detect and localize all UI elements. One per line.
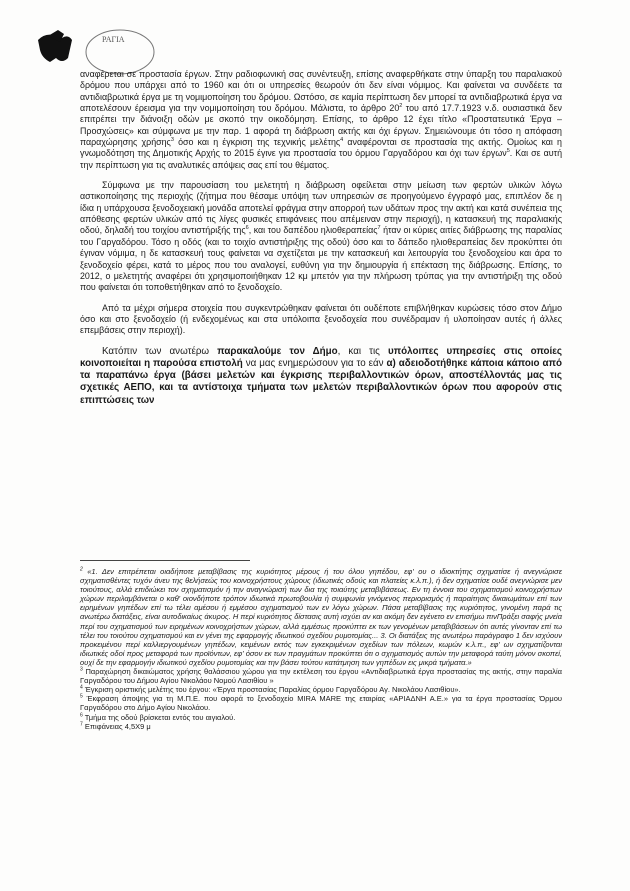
footnote-5: $^5$ Έκφραση άποψης για τη Μ.Π.Ε. που αφορά το ξενοδοχείο MIRA MARE της εταιρίας «ΑΡΙΑΔΝΗ Α.Ε.» για τα έργα προστασίας Όρμου Γαργαδόρου στο Δήμο Αγίου Νικολάου. (80, 693, 562, 713)
paragraph-4-request: Κατόπιν των ανωτέρω παρακαλούμε τον Δήμο, και τις υπόλοιπες υπηρεσίες στις οποίες κοινοποιείται η παρούσα επιστολή να μας ενημερώσουν για το εάν α) αδειοδοτήθηκε κάποια κάποιο από τα παραπάνω έργα (βάσει μελετών και έγκρισης περιβαλλοντικών όρων, αποστέλλοντάς μας τις σχετικές ΑΕΠΟ, και τα αντίστοιχα τμήματα των μελετών περιβαλλοντικών όρων που αφορούν στις επιπτώσεις των (80, 345, 563, 406)
paragraph-2: Σύμφωνα με την παρουσίαση του μελετητή η διάβρωση οφείλεται στην μείωση των φερτών υλικών λόγω αστικοποίησης της περιοχής (ζήτημα που θέσαμε υπόψη των υπηρεσιών σε προηγούμενο έγγραφό μας, επιπλέον δε η ίδια η υπάρχουσα ξενοδοχειακή μονάδα αποτελεί φράγμα στην απορροή των υδάτων προς την ακτή και κατά συνέπεια της απόθεσης φερτών υλικών από τις λίγες φυσικές επιφάνειες που απέμειναν στην περιοχή), η κατασκευή της παραλιακής οδού, δηλαδή του τοιχίου αντιστήριξής της$^6$, και του δαπέδου ηλιοθεραπείας$^7$ ήταν οι κύριες αιτίες διάβρωσης της παραλίας του Γαργαδόρου. Τόσο η οδός (και το τοιχίο αντιστήριξης της οδού) όσο και το δάπεδο ηλιοθεραπείας δεν προκύπτει ότι έγιναν νόμιμα, η δε κατασκευή τους φαίνεται να σχετίζεται με την κατασκευή και λειτουργία του ξενοδοχείου και άρα το ξενοδοχείο φέρει, κατά το μέρος που του αναλογεί, ευθύνη για την δημιουργία ή επέκταση της διάβρωσης. Επίσης, το 2012, ο μελετητής αναφέρει ότι χρησιμοποιήθηκαν 12 κμ μπετόν για την πλήρωση τρύπας για την αντιστήριξη της οδού που φαίνεται ότι τοποθετήθηκαν από το ξενοδοχείο. (80, 180, 562, 293)
stamp-text: ΡΑΓΙΑ (102, 35, 125, 44)
footnote-divider (80, 560, 250, 561)
footnote-4: $^4$ Έγκριση οριστικής μελέτης του έργου: «Έργα προστασίας Παραλίας όρμου Γαργαδόρου Αγ. Νικολάου Λασιθίου». (80, 684, 461, 695)
footnote-7: $^7$ Επιφάνειας 4,5Χ9 μ (80, 721, 151, 731)
footnote-3: $^3$ Παραχώρηση δικαιώματος χρήσης θαλάσσιου χώρου για την εκτέλεση του έργου «Αντιδιαβρωτικά έργα προστασίας της ακτής, στην παραλία Γαργαδόρου του Δήμου Αγίου Νικολάου Νομού Λασιθίου » (80, 666, 562, 686)
footnotes-section (80, 560, 562, 731)
footnote-2: $^2$ «1. Δεν επιτρέπεται οιαδήποτε μεταβίβασις της κυριότητος μέρους ή του όλου γηπέδου, εφ' ου ο ιδιοκτήτης σχηματίσε ή ανεγνώρισε σχηματισθέντες τυχόν άνευ της θελήσεώς του κοινοχρήστους χώρους (ιδιωτικές οδούς και πλατείες κ.λ.π.), ή δεν σχηματίσε ουδέ ανεγνώρισε μεν τοιούτους, αλλά επιδιώκει τον σχηματισμόν ή την αναγνώρισή των δια της τοιαύτης μεταβιβάσεως. Εν τη έννοια του σχηματισμού κοινοχρήστων χώρων περιλαμβάνεται ο καθ' οιονδήποτε τρόπον ιδιωτικά πρωτοβουλία ή συμφωνία γινόμενος περιορισμός ή παραίτησις δικαιωμάτων επί των ειρημένων γηπέδων επί τω τέλει αμέσου ή εμμέσου σχηματισμού των εν λόγω χώρων. Πάσα μεταβίβασις της κυριότητος, γινομένη παρά τις ανωτέρω διατάξεις, είναι αυτοδικαίως άκυρος. Η περί κυριότητος δίστασις αυτή ισχύει αν και ακόμη δεν εγένετο εν επισήμω πινΠράξει σαφής μνεία περί του σχηματισμού των ειρημένων κοινοχρήστων χώρων, αλλά εμμέσως προκύπτει εκ των γενομένων μεταβιβάσεων ότι αυτές γίνονταν επί τω τέλει του τοιούτου σχηματισμού και εν γένει της εφαρμογής ιδιωτικού σχεδίου ρυμοτομίας... 3. Οι διατάξεις της ανωτέρω παράγραφο 1 δεν ισχύουν προκειμένου περί καλλιεργουμένων γηπέδων, κειμένων εκτός των εγκεκριμένων σχεδίων των πόλεων, κωμών κ.λ.π., εφ' ων σχηματίζονται ιδιωτικές οδοί προς μεταφορά των προϊόντων, εφ' όσον εκ των πραγμάτων προκύπτει ότι ο σχηματισμός αυτών την μεταφορά ταύτη μόνον σκοπεί, ουχί δε την εφαρμογήν ιδιωτικού σχεδίου ρυμοτομίας και την βάσει τούτου κατάτμηση των γηπέδων εις μικρά τμήματα.» (80, 566, 562, 667)
letter-body (80, 69, 562, 407)
paragraph-1: αναφέρεται σε προστασία έργων. Στην ραδιοφωνική σας συνέντευξη, επίσης αναφερθήκατε στην ύπαρξη του παραλιακού δρόμου που υπάρχει από το 1960 και ότι οι υπηρεσίες θεωρούν ότι δεν είναι νόμιμος. Και φαίνεται να συνδέετε τα αντιδιαβρωτικά έργα με τη νομιμοποίηση του δρόμου. Ωστόσο, σε καμία περίπτωση δεν μπορεί τα αντιδιαβρωτικά έργα να αποτελέσουν έρεισμα για την νομιμοποίηση του δρόμου. Μάλιστα, το άρθρο $20^2$ του από 17.7.1923 ν.δ. ουσιαστικά δεν επιτρέπει την διάνοιξη οδών με σκοπό την οικοδόμηση. Επίσης, το άρθρο 12 έχει τίτλο «Προστατευτικά Έργα – Προσχώσεις» και σύμφωνα με την παρ. 1 αφορά τη διάβρωση ακτής και όχι έργων. Σημειώνουμε ότι τόσο η απόφαση παραχώρησης χρήσης$^3$ όσο και η έγκριση της τεχνικής μελέτης$^4$ αναφέρονται σε προστασία της ακτής. Ομοίως και η γνωμοδότηση της Δημοτικής Αρχής το 2015 έγινε για προστασία του όρμου Γαργαδόρου και όχι των έργων$^5$. Και σε αυτή την περίπτωση για τις αναλυτικές απόψεις σας επί του θέματος. (80, 69, 563, 170)
paragraph-3: Από τα μέχρι σήμερα στοιχεία που συγκεντρώθηκαν φαίνεται ότι ουδέποτε επιβλήθηκαν κυρώσεις τόσο στον Δήμο όσο και στο ξενοδοχείο (ή ενδεχομένως και στα υπόλοιπα ξενοδοχεία που συνέδραμαν ή υλοποίησαν αυτές ή άλλες επεμβάσεις στην περιοχή). (80, 302, 562, 336)
footnote-6: $^6$ Τμήμα της οδού βρίσκεται εντός του αιγιαλού. (80, 712, 236, 722)
